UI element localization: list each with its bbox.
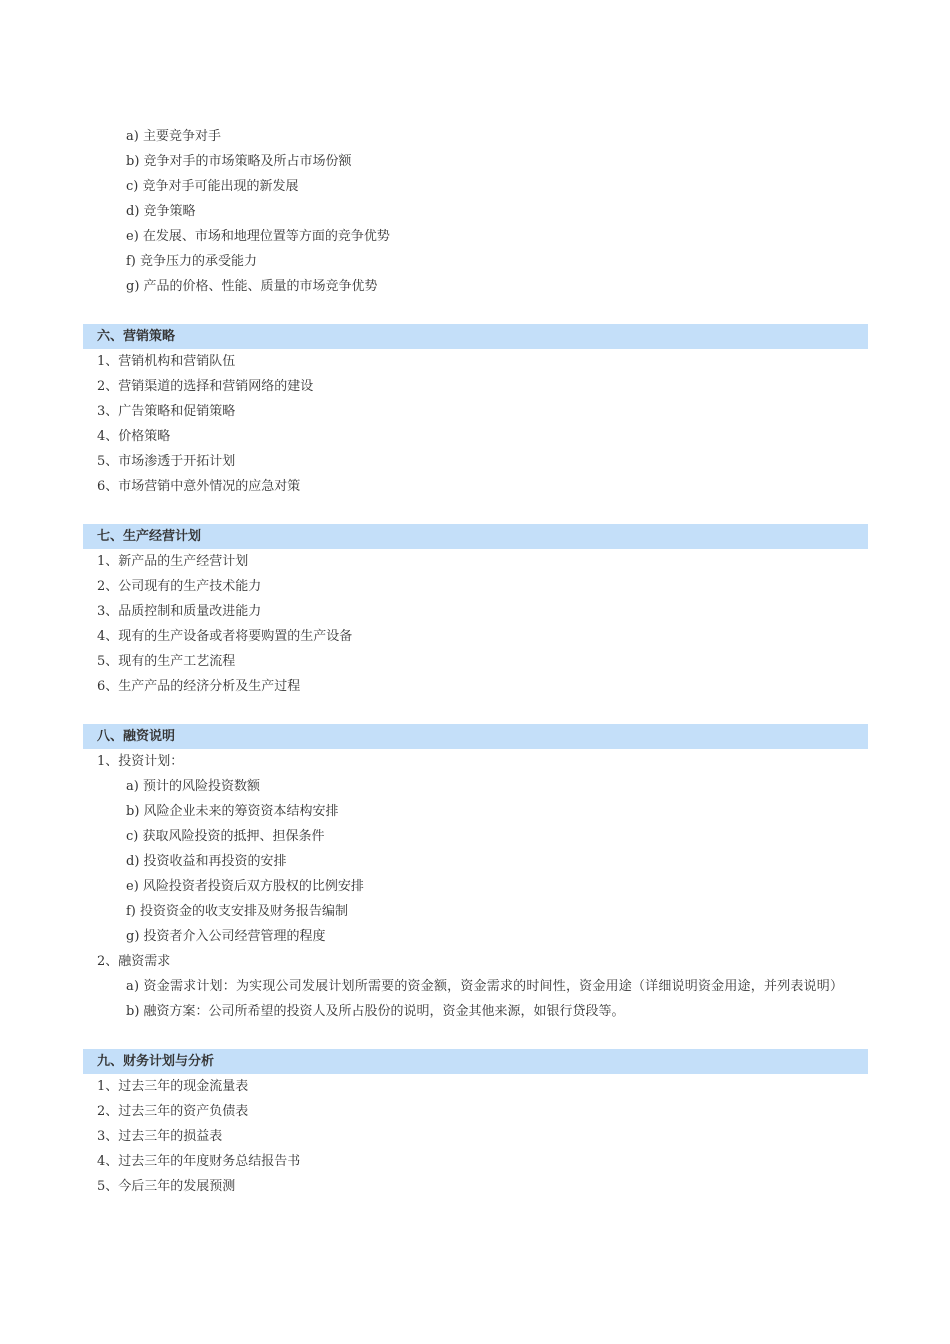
finance-list [83, 1074, 868, 1199]
list-item: g) 产品的价格、性能、质量的市场竞争优势 [126, 279, 378, 294]
list-item: b) 融资方案：公司所希望的投资人及所占股份的说明，资金其他来源，如银行贷段等。 [126, 1004, 625, 1019]
list-item: 5、现有的生产工艺流程 [97, 654, 236, 669]
list-item: c) 获取风险投资的抵押、担保条件 [126, 829, 325, 844]
list-item: g) 投资者介入公司经营管理的程度 [126, 929, 326, 944]
list-item: 1、投资计划： [97, 754, 184, 769]
section-heading-financing: 八、融资说明 [83, 724, 868, 749]
list-item: 3、广告策略和促销策略 [97, 404, 236, 419]
list-item: c) 竞争对手可能出现的新发展 [126, 179, 299, 194]
list-item: e) 在发展、市场和地理位置等方面的竞争优势 [126, 229, 390, 244]
list-item: 6、生产产品的经济分析及生产过程 [97, 679, 301, 694]
section-heading-marketing: 六、营销策略 [83, 324, 868, 349]
list-item: 2、营销渠道的选择和营销网络的建设 [97, 379, 314, 394]
list-item: 4、价格策略 [97, 429, 171, 444]
list-item: f) 投资资金的收支安排及财务报告编制 [126, 904, 349, 919]
competition-list [83, 124, 868, 299]
list-item: 1、营销机构和营销队伍 [97, 354, 236, 369]
list-item: b) 风险企业未来的筹资资本结构安排 [126, 804, 339, 819]
list-item: 6、市场营销中意外情况的应急对策 [97, 479, 301, 494]
list-item: b) 竞争对手的市场策略及所占市场份额 [126, 154, 352, 169]
list-item: d) 竞争策略 [126, 204, 196, 219]
list-item: 1、过去三年的现金流量表 [97, 1079, 249, 1094]
list-item: 1、新产品的生产经营计划 [97, 554, 249, 569]
list-item: 3、品质控制和质量改进能力 [97, 604, 262, 619]
list-item: e) 风险投资者投资后双方股权的比例安排 [126, 879, 364, 894]
marketing-list [83, 349, 868, 499]
financing-list [83, 749, 868, 1024]
list-item: f) 竞争压力的承受能力 [126, 254, 258, 269]
list-item: 5、今后三年的发展预测 [97, 1179, 236, 1194]
list-item: 4、现有的生产设备或者将要购置的生产设备 [97, 629, 353, 644]
list-item: d) 投资收益和再投资的安排 [126, 854, 287, 869]
list-item: a) 预计的风险投资数额 [126, 779, 260, 794]
list-item: 3、过去三年的损益表 [97, 1129, 223, 1144]
list-item: 5、市场渗透于开拓计划 [97, 454, 236, 469]
list-item: 2、融资需求 [97, 954, 171, 969]
document-body [83, 124, 868, 1199]
list-item: 2、过去三年的资产负债表 [97, 1104, 249, 1119]
production-list [83, 549, 868, 699]
list-item: 2、公司现有的生产技术能力 [97, 579, 262, 594]
list-item: 4、过去三年的年度财务总结报告书 [97, 1154, 301, 1169]
list-item: a) 主要竞争对手 [126, 129, 221, 144]
section-heading-production: 七、生产经营计划 [83, 524, 868, 549]
section-heading-finance: 九、财务计划与分析 [83, 1049, 868, 1074]
paragraph-funding-plan: a) 资金需求计划：为实现公司发展计划所需要的资金额，资金需求的时间性，资金用途（详细说明资金用途，并列表说明） [126, 979, 844, 994]
